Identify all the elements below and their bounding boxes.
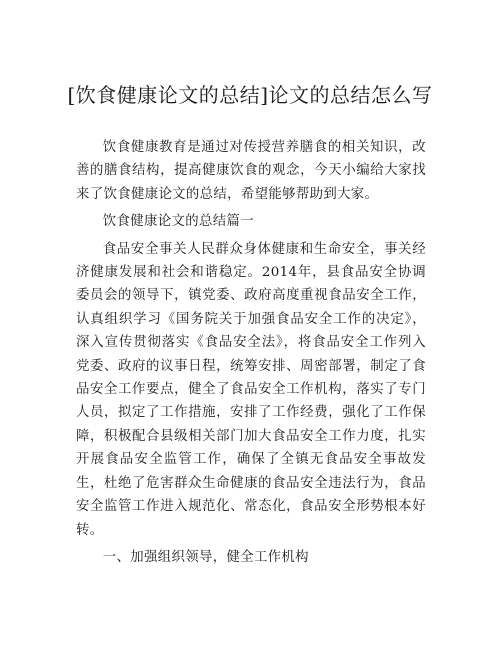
document-body xyxy=(76,136,426,569)
document-title: [饮食健康论文的总结]论文的总结怎么写 xyxy=(67,83,433,107)
section-heading: 饮食健康论文的总结篇一 xyxy=(102,214,254,230)
body-paragraph: 食品安全事关人民群众身体健康和生命安全，事关经济健康发展和社会和谐稳定。2014年，县食品安全协调委员会的领导下，镇党委、政府高度重视食品安全工作，认真组织学习《国务院关于加强食品安全工作的决定》，深入宣传贯彻落实《食品安全法》，将食品安全工作列入党委、政府的议事日程，统筹安排、周密部署，制定了食品安全工作要点，健全了食品安全工作机构，落实了专门人员，拟定了工作措施，安排了工作经费，强化了工作保障，积极配合县级相关部门加大食品安全工作力度，扎实开展食品安全监管工作，确保了全镇无食品安全事故发生，杜绝了危害群众生命健康的食品安全违法行为，食品安全监管工作进入规范化、常态化，食品安全形势根本好转。 xyxy=(76,241,426,538)
intro-paragraph: 饮食健康教育是通过对传授营养膳食的相关知识，改善的膳食结构，提高健康饮食的观念，今天小编给大家找来了饮食健康论文的总结，希望能够帮助到大家。 xyxy=(76,140,426,202)
subsection-heading: 一、加强组织领导，健全工作机构 xyxy=(102,549,309,565)
